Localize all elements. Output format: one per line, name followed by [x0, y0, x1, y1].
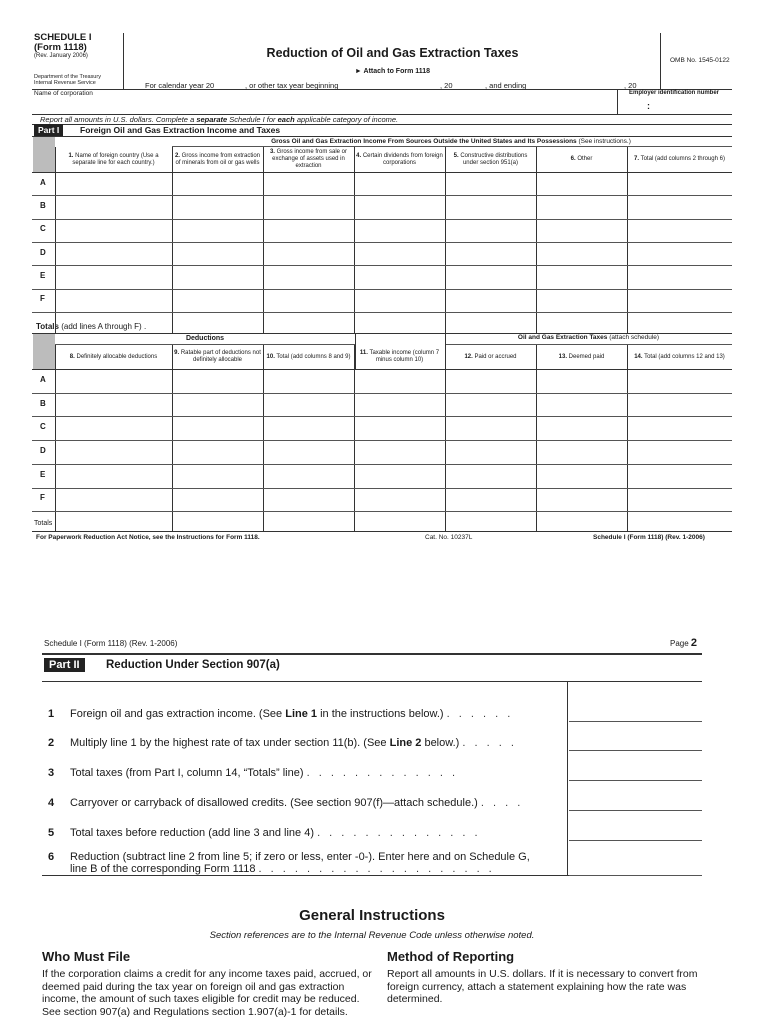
paperwork-notice: For Paperwork Reduction Act Notice, see the Instructions for Form 1118. [36, 534, 260, 541]
part2-line-4-amount[interactable] [569, 791, 701, 809]
top-cell-f-5[interactable] [446, 290, 535, 311]
part1-tag: Part I [34, 125, 63, 135]
bot-cell-c-1[interactable] [56, 417, 171, 439]
page-indicator: Page 2 [670, 637, 698, 649]
bot-cell-e-6[interactable] [537, 465, 626, 487]
bot-cell-c-2[interactable] [173, 417, 262, 439]
form-label: (Form 1118) [34, 42, 87, 53]
top-row-label: F [40, 294, 45, 304]
top-cell-d-3[interactable] [264, 243, 353, 264]
bot-cell-c-4[interactable] [355, 417, 444, 439]
bot-cell-d-3[interactable] [264, 441, 353, 463]
tax-year-begin: , or other tax year beginning [245, 81, 339, 90]
top-row-label: B [40, 200, 46, 210]
bot-row-label: A [40, 374, 46, 384]
bot-cell-d-2[interactable] [173, 441, 262, 463]
bot-cell-b-3[interactable] [264, 394, 353, 416]
top-cell-a-2[interactable] [173, 173, 262, 194]
and-ending: , and ending [485, 81, 527, 90]
schedule-footer: Schedule I (Form 1118) (Rev. 1-2006) [593, 534, 705, 541]
taxes-title: Oil and Gas Extraction Taxes (attach schedule) [517, 334, 660, 341]
bot-col-6-header: 13. Deemed paid [558, 353, 605, 360]
part2-line-number: 3 [48, 767, 55, 779]
top-cell-d-2[interactable] [173, 243, 262, 264]
bot-row-label: E [40, 469, 46, 479]
ein-separator: : [647, 101, 650, 111]
bot-cell-e-2[interactable] [173, 465, 262, 487]
bot-cell-d-7[interactable] [628, 441, 731, 463]
bot-cell-b-2[interactable] [173, 394, 262, 416]
bot-cell-e-7[interactable] [628, 465, 731, 487]
top-cell-b-3[interactable] [264, 196, 353, 217]
ein-label: Employer identification number [629, 90, 720, 96]
totals-bottom-label: Totals [34, 520, 53, 527]
bot-cell-a-7[interactable] [628, 370, 731, 392]
bot-cell-e-1[interactable] [56, 465, 171, 487]
part2-line-3-text: Total taxes (from Part I, column 14, “Totals” line) . . . . . . . . . . . . . [70, 767, 458, 779]
bot-cell-c-5[interactable] [446, 417, 535, 439]
bot-col-7-header: 14. Total (add columns 12 and 13) [634, 353, 725, 360]
deductions-title: Deductions [185, 335, 225, 342]
corporation-name-label: Name of corporation [34, 90, 93, 97]
top-cell-c-3[interactable] [264, 220, 353, 241]
top-row-label: C [40, 224, 46, 234]
year-comma2: , 20 [624, 81, 637, 90]
bot-cell-f-4[interactable] [355, 489, 444, 511]
top-cell-e-2[interactable] [173, 266, 262, 287]
method-of-reporting-title: Method of Reporting [387, 949, 515, 964]
part2-tag: Part II [44, 659, 85, 671]
top-cell-f-6[interactable] [537, 290, 626, 311]
instructions-note: Report all amounts in U.S. dollars. Complete a separate Schedule I for each applicable category of income. [40, 115, 399, 124]
form-title: Reduction of Oil and Gas Extraction Taxes [266, 46, 519, 60]
part2-line-6-continuation: line B of the corresponding Form 1118 . . . . . . . . . . . . . . . . . . . . [70, 863, 495, 875]
part2-line-2-text: Multiply line 1 by the highest rate of tax under section 11(b). (See Line 2 below.) . . . . . [70, 737, 517, 749]
top-row-label: E [40, 270, 46, 280]
top-cell-f-7[interactable] [628, 290, 731, 311]
bot-cell-e-5[interactable] [446, 465, 535, 487]
page2-header: Schedule I (Form 1118) (Rev. 1-2006) [44, 639, 178, 648]
top-cell-e-4[interactable] [355, 266, 444, 287]
bot-cell-f-1[interactable] [56, 489, 171, 511]
part2-line-number: 2 [48, 737, 55, 749]
general-instructions-title: General Instructions [299, 907, 445, 924]
irs-label: Internal Revenue Service [34, 80, 96, 86]
bot-cell-f-3[interactable] [264, 489, 353, 511]
part2-line-1-amount[interactable] [569, 702, 701, 720]
bot-cell-d-4[interactable] [355, 441, 444, 463]
top-row-label: A [40, 177, 46, 187]
bot-cell-b-4[interactable] [355, 394, 444, 416]
general-instructions-subtitle: Section references are to the Internal Revenue Code unless otherwise noted. [209, 930, 535, 941]
bot-cell-d-6[interactable] [537, 441, 626, 463]
top-cell-e-5[interactable] [446, 266, 535, 287]
bot-cell-f-6[interactable] [537, 489, 626, 511]
top-cell-f-3[interactable] [264, 290, 353, 311]
top-cell-c-6[interactable] [537, 220, 626, 241]
dept-treasury: Department of the Treasury [34, 74, 101, 80]
attach-note: ► Attach to Form 1118 [354, 68, 431, 75]
bot-cell-a-3[interactable] [264, 370, 353, 392]
schedule-label: SCHEDULE I [34, 32, 92, 43]
part2-line-4-text: Carryover or carryback of disallowed credits. (See section 907(f)—attach schedule.) . . . . [70, 797, 524, 809]
top-cell-b-1[interactable] [56, 196, 171, 217]
bot-row-label: D [40, 445, 46, 455]
part2-line-number: 4 [48, 797, 55, 809]
top-cell-f-2[interactable] [173, 290, 262, 311]
top-cell-d-7[interactable] [628, 243, 731, 264]
top-cell-a-6[interactable] [537, 173, 626, 194]
bot-cell-a-6[interactable] [537, 370, 626, 392]
top-cell-e-6[interactable] [537, 266, 626, 287]
bot-row-label: C [40, 422, 46, 432]
top-col-2-header: 2. Gross income from extraction of minerals from oil or gas wells [174, 152, 261, 166]
part2-line-number: 5 [48, 827, 55, 839]
bot-row-label: F [40, 493, 45, 503]
year-comma1: , 20 [440, 81, 453, 90]
bot-cell-f-2[interactable] [173, 489, 262, 511]
top-cell-e-7[interactable] [628, 266, 731, 287]
bot-col-2-header: 9. Ratable part of deductions not definitely allocable [174, 350, 261, 363]
top-col-6-header: 6. Other [570, 156, 593, 163]
corporation-name-field[interactable] [34, 98, 614, 112]
part2-line-5-text: Total taxes before reduction (add line 3 and line 4) . . . . . . . . . . . . . . [70, 827, 481, 839]
bot-cell-d-5[interactable] [446, 441, 535, 463]
top-cell-a-4[interactable] [355, 173, 444, 194]
part2-title: Reduction Under Section 907(a) [106, 659, 280, 671]
top-cell-d-5[interactable] [446, 243, 535, 264]
bot-cell-f-7[interactable] [628, 489, 731, 511]
part2-line-number: 6 [48, 851, 55, 863]
top-cell-c-7[interactable] [628, 220, 731, 241]
top-col-1-header: 1. Name of foreign country (Use a separate line for each country.) [68, 152, 159, 166]
bot-cell-b-1[interactable] [56, 394, 171, 416]
part2-line-6-amount[interactable] [569, 845, 701, 867]
part1-title: Foreign Oil and Gas Extraction Income and Taxes [80, 125, 281, 135]
top-row-label: D [40, 247, 46, 257]
part2-line-number: 1 [48, 708, 55, 720]
top-cell-e-1[interactable] [56, 266, 171, 287]
top-cell-d-4[interactable] [355, 243, 444, 264]
bot-col-5-header: 12. Paid or accrued [464, 353, 517, 360]
bot-cell-a-1[interactable] [56, 370, 171, 392]
top-cell-b-2[interactable] [173, 196, 262, 217]
top-cell-c-5[interactable] [446, 220, 535, 241]
bot-cell-c-3[interactable] [264, 417, 353, 439]
part2-line-1-text: Foreign oil and gas extraction income. (See Line 1 in the instructions below.) . . . . . . [70, 708, 514, 720]
top-cell-c-4[interactable] [355, 220, 444, 241]
part2-line-2-amount[interactable] [569, 731, 701, 749]
totals-label: Totals (add lines A through F) . [36, 322, 147, 331]
year-begin: For calendar year 20 [145, 81, 215, 90]
part2-line-3-amount[interactable] [569, 761, 701, 779]
bot-cell-b-5[interactable] [446, 394, 535, 416]
bot-cell-b-7[interactable] [628, 394, 731, 416]
who-must-file-text: If the corporation claims a credit for any income taxes paid, accrued, or deemed paid during the tax year on foreign oil and gas extraction income, the amount of such taxes eligible for credit may be reduced. See section 907(a) and Regulations section 1.907(a)-1 for details. [42, 968, 372, 1018]
top-cell-a-1[interactable] [56, 173, 171, 194]
top-cell-b-4[interactable] [355, 196, 444, 217]
top-col-5-header: 5. Constructive distributions under section 951(a) [453, 152, 528, 166]
who-must-file-title: Who Must File [42, 949, 131, 964]
top-cell-f-1[interactable] [56, 290, 171, 311]
bot-row-label: B [40, 398, 46, 408]
top-cell-b-7[interactable] [628, 196, 731, 217]
bot-cell-c-7[interactable] [628, 417, 731, 439]
bot-cell-e-3[interactable] [264, 465, 353, 487]
revision-label: (Rev. January 2006) [34, 53, 88, 59]
ein-field[interactable] [620, 98, 730, 112]
top-cell-d-6[interactable] [537, 243, 626, 264]
omb-number: OMB No. 1545-0122 [670, 57, 730, 64]
bot-cell-a-2[interactable] [173, 370, 262, 392]
gross-income-group-title: Gross Oil and Gas Extraction Income From Sources Outside the United States and Its Possessions (See instructions.) [271, 138, 631, 145]
part2-line-5-amount[interactable] [569, 821, 701, 839]
bot-cell-a-5[interactable] [446, 370, 535, 392]
top-cell-b-6[interactable] [537, 196, 626, 217]
top-col-7-header: 7. Total (add columns 2 through 6) [634, 156, 725, 163]
top-cell-e-3[interactable] [264, 266, 353, 287]
top-cell-f-4[interactable] [355, 290, 444, 311]
top-cell-a-3[interactable] [264, 173, 353, 194]
method-of-reporting-text: Report all amounts in U.S. dollars. If it is necessary to convert from foreign currency, attach a statement explaining how the rate was determined. [387, 968, 698, 1005]
top-cell-d-1[interactable] [56, 243, 171, 264]
bot-cell-e-4[interactable] [355, 465, 444, 487]
top-cell-a-7[interactable] [628, 173, 731, 194]
part2-line-6-text: Reduction (subtract line 2 from line 5; if zero or less, enter -0-). Enter here and on Schedule G, [70, 851, 530, 863]
bot-col-4-header: 11. Taxable income (column 7 minus column 10) [359, 350, 440, 363]
bot-cell-c-6[interactable] [537, 417, 626, 439]
bot-cell-f-5[interactable] [446, 489, 535, 511]
bot-cell-d-1[interactable] [56, 441, 171, 463]
bot-col-3-header: 10. Total (add columns 8 and 9) [266, 353, 351, 360]
catalog-number: Cat. No. 10237L [425, 534, 473, 541]
bot-col-1-header: 8. Definitely allocable deductions [69, 353, 158, 360]
top-cell-b-5[interactable] [446, 196, 535, 217]
top-cell-c-2[interactable] [173, 220, 262, 241]
top-cell-c-1[interactable] [56, 220, 171, 241]
top-col-4-header: 4. Certain dividends from foreign corporations [356, 152, 443, 166]
top-col-3-header: 3. Gross income from sale or exchange of assets used in extraction [269, 149, 348, 169]
bot-cell-a-4[interactable] [355, 370, 444, 392]
bot-cell-b-6[interactable] [537, 394, 626, 416]
top-cell-a-5[interactable] [446, 173, 535, 194]
